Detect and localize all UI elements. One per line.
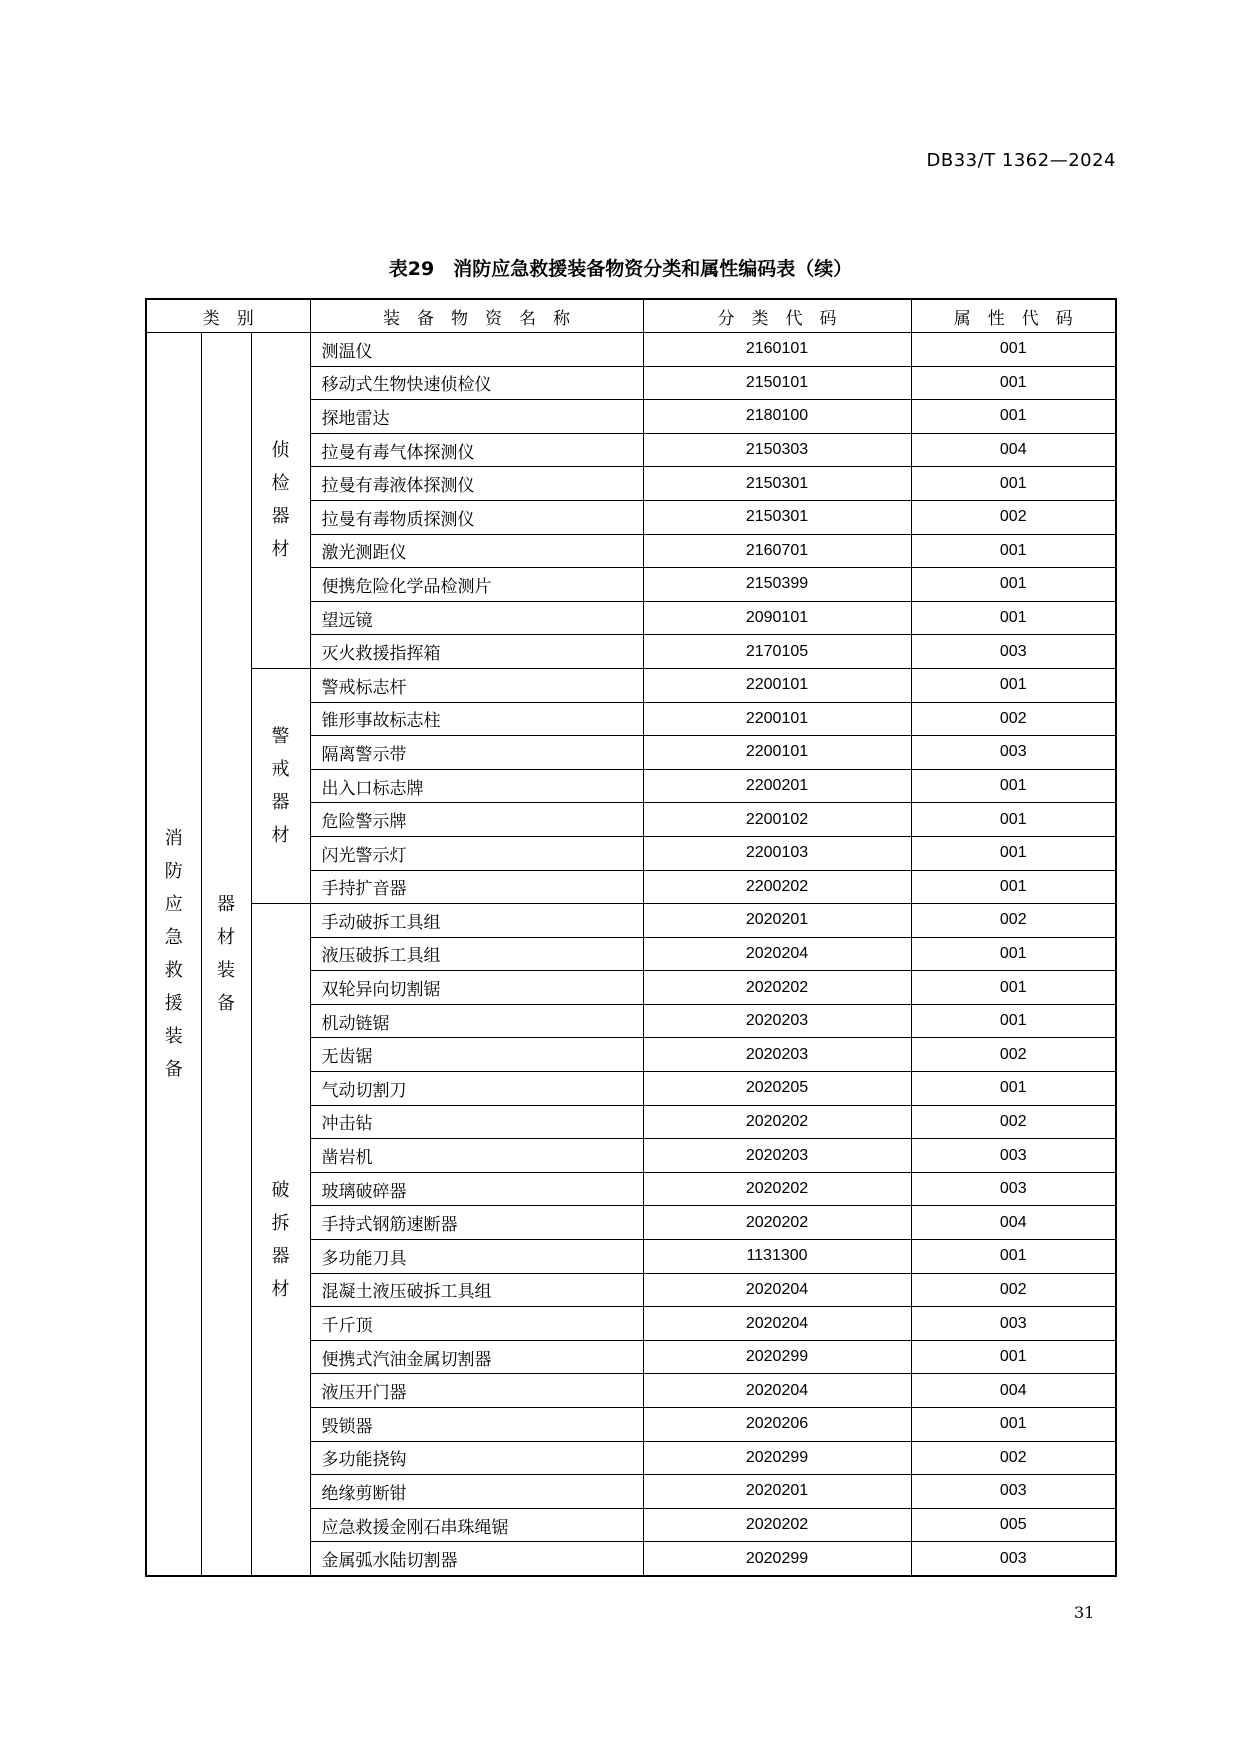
class-code-cell: 2170105 (643, 635, 911, 669)
equipment-name-cell: 隔离警示带 (310, 736, 643, 770)
class-code-cell: 2020299 (643, 1441, 911, 1475)
equipment-name-cell: 机动链锯 (310, 1004, 643, 1038)
equipment-name-cell: 千斤顶 (310, 1307, 643, 1341)
table-title: 表29 消防应急救援装备物资分类和属性编码表（续） (388, 258, 853, 280)
group-cell (251, 904, 310, 1576)
equipment-name-cell: 警戒标志杆 (310, 668, 643, 702)
equipment-name-cell: 双轮异向切割锯 (310, 971, 643, 1005)
class-code-cell: 1131300 (643, 1240, 911, 1274)
attr-code-cell: 002 (911, 1273, 1116, 1307)
equipment-name-cell: 液压开门器 (310, 1374, 643, 1408)
table-row (146, 333, 1116, 367)
class-code-cell: 2150399 (643, 568, 911, 602)
attr-code-cell: 004 (911, 433, 1116, 467)
equipment-name-cell: 玻璃破碎器 (310, 1172, 643, 1206)
equipment-name-cell: 液压破拆工具组 (310, 937, 643, 971)
attr-code-cell: 003 (911, 1139, 1116, 1173)
group-label: 破拆器材 (271, 1179, 290, 1300)
class-code-cell: 2200201 (643, 769, 911, 803)
attr-code-cell: 001 (911, 668, 1116, 702)
equipment-name-cell: 金属弧水陆切割器 (310, 1542, 643, 1576)
attr-code-cell: 002 (911, 500, 1116, 534)
equipment-name-cell: 应急救援金刚石串珠绳锯 (310, 1508, 643, 1542)
equipment-name-cell: 拉曼有毒液体探测仪 (310, 467, 643, 501)
equipment-name-cell: 闪光警示灯 (310, 836, 643, 870)
attr-code-cell: 001 (911, 1340, 1116, 1374)
attr-code-cell: 002 (911, 1105, 1116, 1139)
category-level1-cell (146, 333, 201, 1576)
equipment-name-cell: 绝缘剪断钳 (310, 1475, 643, 1509)
class-code-cell: 2180100 (643, 400, 911, 434)
table-row (146, 668, 1116, 702)
attr-code-cell: 001 (911, 971, 1116, 1005)
group-cell (251, 668, 310, 903)
attr-code-cell: 001 (911, 1408, 1116, 1442)
class-code-cell: 2020299 (643, 1542, 911, 1576)
class-code-cell: 2200101 (643, 702, 911, 736)
attr-code-cell: 002 (911, 904, 1116, 938)
class-code-cell: 2020201 (643, 904, 911, 938)
equipment-name-cell: 混凝土液压破拆工具组 (310, 1273, 643, 1307)
class-code-cell: 2150101 (643, 366, 911, 400)
class-code-cell: 2090101 (643, 601, 911, 635)
class-code-cell: 2200202 (643, 870, 911, 904)
class-code-cell: 2020204 (643, 937, 911, 971)
equipment-name-cell: 便携危险化学品检测片 (310, 568, 643, 602)
equipment-name-cell: 拉曼有毒气体探测仪 (310, 433, 643, 467)
class-code-cell: 2020203 (643, 1038, 911, 1072)
attr-code-cell: 001 (911, 467, 1116, 501)
equipment-name-cell: 便携式汽油金属切割器 (310, 1340, 643, 1374)
class-code-cell: 2020204 (643, 1273, 911, 1307)
attr-code-cell: 001 (911, 568, 1116, 602)
header-name: 装 备 物 资 名 称 (310, 299, 643, 333)
equipment-name-cell: 毁锁器 (310, 1408, 643, 1442)
attr-code-cell: 001 (911, 366, 1116, 400)
attr-code-cell: 001 (911, 1072, 1116, 1106)
attr-code-cell: 002 (911, 1038, 1116, 1072)
attr-code-cell: 001 (911, 803, 1116, 837)
attr-code-cell: 001 (911, 1004, 1116, 1038)
attr-code-cell: 001 (911, 400, 1116, 434)
table-header-row (146, 299, 1116, 333)
class-code-cell: 2020202 (643, 1508, 911, 1542)
class-code-cell: 2200101 (643, 736, 911, 770)
table-row (146, 904, 1116, 938)
table-body (146, 333, 1116, 1576)
attr-code-cell: 001 (911, 937, 1116, 971)
class-code-cell: 2200102 (643, 803, 911, 837)
class-code-cell: 2150303 (643, 433, 911, 467)
attr-code-cell: 001 (911, 836, 1116, 870)
class-code-cell: 2020202 (643, 1105, 911, 1139)
equipment-name-cell: 锥形事故标志柱 (310, 702, 643, 736)
class-code-cell: 2020204 (643, 1307, 911, 1341)
class-code-cell: 2150301 (643, 500, 911, 534)
attr-code-cell: 004 (911, 1374, 1116, 1408)
class-code-cell: 2160101 (643, 333, 911, 367)
attr-code-cell: 003 (911, 1475, 1116, 1509)
attr-code-cell: 003 (911, 1172, 1116, 1206)
class-code-cell: 2160701 (643, 534, 911, 568)
equipment-name-cell: 望远镜 (310, 601, 643, 635)
attr-code-cell: 001 (911, 870, 1116, 904)
equipment-name-cell: 冲击钻 (310, 1105, 643, 1139)
attr-code-cell: 001 (911, 601, 1116, 635)
equipment-name-cell: 凿岩机 (310, 1139, 643, 1173)
class-code-cell: 2020201 (643, 1475, 911, 1509)
attr-code-cell: 001 (911, 333, 1116, 367)
equipment-name-cell: 拉曼有毒物质探测仪 (310, 500, 643, 534)
class-code-cell: 2020202 (643, 1172, 911, 1206)
group-label: 侦检器材 (271, 440, 290, 561)
class-code-cell: 2020299 (643, 1340, 911, 1374)
class-code-cell: 2020206 (643, 1408, 911, 1442)
attr-code-cell: 003 (911, 1307, 1116, 1341)
class-code-cell: 2020205 (643, 1072, 911, 1106)
attr-code-cell: 004 (911, 1206, 1116, 1240)
page-number: 31 (1074, 1603, 1095, 1622)
equipment-name-cell: 多功能刀具 (310, 1240, 643, 1274)
equipment-code-table (145, 298, 1117, 1577)
class-code-cell: 2020203 (643, 1004, 911, 1038)
category-level2-label: 器材装备 (217, 893, 235, 1014)
equipment-name-cell: 灭火救援指挥箱 (310, 635, 643, 669)
attr-code-cell: 001 (911, 534, 1116, 568)
class-code-cell: 2200101 (643, 668, 911, 702)
attr-code-cell: 002 (911, 1441, 1116, 1475)
equipment-name-cell: 气动切割刀 (310, 1072, 643, 1106)
equipment-name-cell: 移动式生物快速侦检仪 (310, 366, 643, 400)
equipment-name-cell: 出入口标志牌 (310, 769, 643, 803)
attr-code-cell: 001 (911, 769, 1116, 803)
group-label: 警戒器材 (271, 726, 290, 847)
header-class-code: 分 类 代 码 (643, 299, 911, 333)
equipment-name-cell: 无齿锯 (310, 1038, 643, 1072)
header-attr-code: 属 性 代 码 (911, 299, 1116, 333)
category-level1-label: 消防应急救援装备 (164, 827, 183, 1080)
equipment-name-cell: 危险警示牌 (310, 803, 643, 837)
attr-code-cell: 003 (911, 635, 1116, 669)
attr-code-cell: 002 (911, 702, 1116, 736)
class-code-cell: 2020202 (643, 1206, 911, 1240)
class-code-cell: 2020203 (643, 1139, 911, 1173)
equipment-name-cell: 手持扩音器 (310, 870, 643, 904)
equipment-name-cell: 多功能挠钩 (310, 1441, 643, 1475)
class-code-cell: 2020202 (643, 971, 911, 1005)
attr-code-cell: 003 (911, 1542, 1116, 1576)
equipment-name-cell: 手动破拆工具组 (310, 904, 643, 938)
class-code-cell: 2150301 (643, 467, 911, 501)
equipment-name-cell: 测温仪 (310, 333, 643, 367)
group-cell (251, 333, 310, 669)
attr-code-cell: 003 (911, 736, 1116, 770)
class-code-cell: 2020204 (643, 1374, 911, 1408)
class-code-cell: 2200103 (643, 836, 911, 870)
category-level2-cell (201, 333, 251, 1576)
equipment-name-cell: 探地雷达 (310, 400, 643, 434)
header-category: 类 别 (146, 299, 310, 333)
document-code: DB33/T 1362—2024 (926, 150, 1116, 171)
attr-code-cell: 005 (911, 1508, 1116, 1542)
equipment-name-cell: 手持式钢筋速断器 (310, 1206, 643, 1240)
equipment-name-cell: 激光测距仪 (310, 534, 643, 568)
attr-code-cell: 001 (911, 1240, 1116, 1274)
